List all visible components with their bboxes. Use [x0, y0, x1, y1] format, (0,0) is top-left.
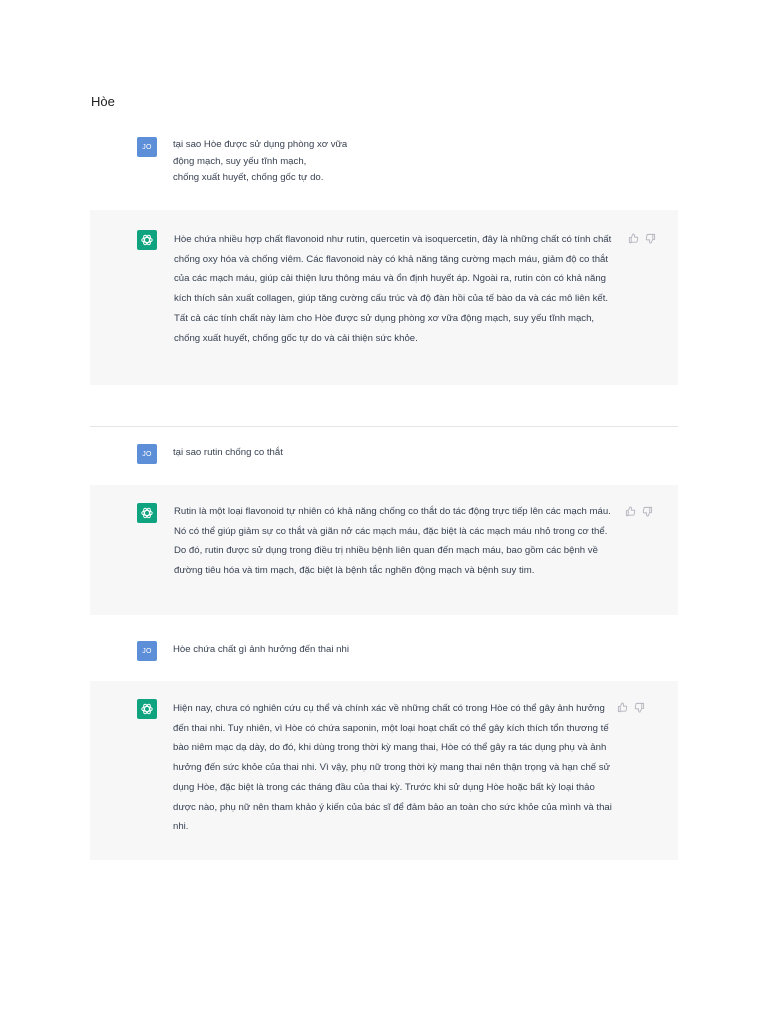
assistant-message-text: Hòe chứa nhiều hợp chất flavonoid như rutin, quercetin và isoquercetin, đây là những chất có tính chất chống oxy hóa và chống viêm. Các flavonoid này có khả năng tăng cường mạch máu, giảm độ co thắt của các mạch máu, giúp cải thiện lưu thông máu và ổn định huyết áp. Ngoài ra, rutin còn có khả năng kích thích sản xuất collagen, giúp tăng cường cấu trúc và độ đàn hồi của tế bào da và các mô liên kết. Tất cả các tính chất này làm cho Hòe được sử dụng phòng xơ vữa động mạch, suy yếu tĩnh mạch, chống xuất huyết, chống gốc tự do và cải thiện sức khỏe. — [174, 234, 612, 344]
thumbs-down-icon[interactable] — [642, 506, 653, 517]
user-avatar: JO — [137, 444, 157, 464]
user-message-text: tại sao Hòe được sử dụng phòng xơ vữa động mạch, suy yếu tĩnh mạch, chống xuất huyết, chống gốc tự do. — [173, 139, 348, 183]
user-message-block — [90, 128, 678, 194]
user-message-text: tại sao rutin chống co thắt — [173, 447, 283, 458]
user-avatar: JO — [137, 641, 157, 661]
thumbs-up-icon[interactable] — [628, 233, 639, 244]
openai-logo-icon — [137, 699, 157, 719]
page-title: Hòe — [91, 94, 115, 109]
thumbs-up-icon[interactable] — [617, 702, 628, 713]
feedback-buttons — [628, 233, 656, 244]
user-avatar: JO — [137, 137, 157, 157]
feedback-buttons — [617, 702, 645, 713]
thumbs-down-icon[interactable] — [645, 233, 656, 244]
user-message-text: Hòe chứa chất gì ảnh hưởng đến thai nhi — [173, 644, 349, 655]
assistant-message-text: Hiện nay, chưa có nghiên cứu cụ thể và chính xác về những chất có trong Hòe có thể gây ảnh hưởng đến thai nhi. Tuy nhiên, vì Hòe có chứa saponin, một loại hoạt chất có thể gây kích thích tổn thương tế bào niêm mạc dạ dày, do đó, khi dùng trong thời kỳ mang thai, Hòe có thể gây ra tác dụng phụ và ảnh hưởng đến sức khỏe của thai nhi. Vì vậy, phụ nữ trong thời kỳ mang thai nên thận trọng và hạn chế sử dụng Hòe, đặc biệt là trong các tháng đầu của thai kỳ. Trước khi sử dụng Hòe hoặc bất kỳ loại thảo dược nào, phụ nữ nên tham khảo ý kiến của bác sĩ để đảm bảo an toàn cho sức khỏe của mình và thai nhi. — [173, 703, 612, 833]
openai-logo-icon — [137, 503, 157, 523]
assistant-message-text: Rutin là một loại flavonoid tự nhiên có khả năng chống co thắt do tác động trực tiếp lên các mạch máu. Nó có thể giúp giảm sự co thắt và giãn nở các mạch máu, đặc biệt là các mạch máu nhỏ trong cơ thể. Do đó, rutin được sử dụng trong điều trị nhiều bệnh liên quan đến mạch máu, bao gồm các bệnh về đường tiêu hóa và tim mạch, đặc biệt là bệnh tắc nghẽn động mạch và bệnh suy tim. — [174, 506, 611, 577]
divider — [90, 426, 678, 427]
assistant-message-block — [90, 681, 678, 860]
user-message-block — [90, 633, 678, 673]
openai-logo-icon — [137, 230, 157, 250]
assistant-message-block — [90, 210, 678, 385]
feedback-buttons — [625, 506, 653, 517]
thumbs-down-icon[interactable] — [634, 702, 645, 713]
assistant-message-block — [90, 485, 678, 615]
user-message-block — [90, 436, 678, 476]
thumbs-up-icon[interactable] — [625, 506, 636, 517]
